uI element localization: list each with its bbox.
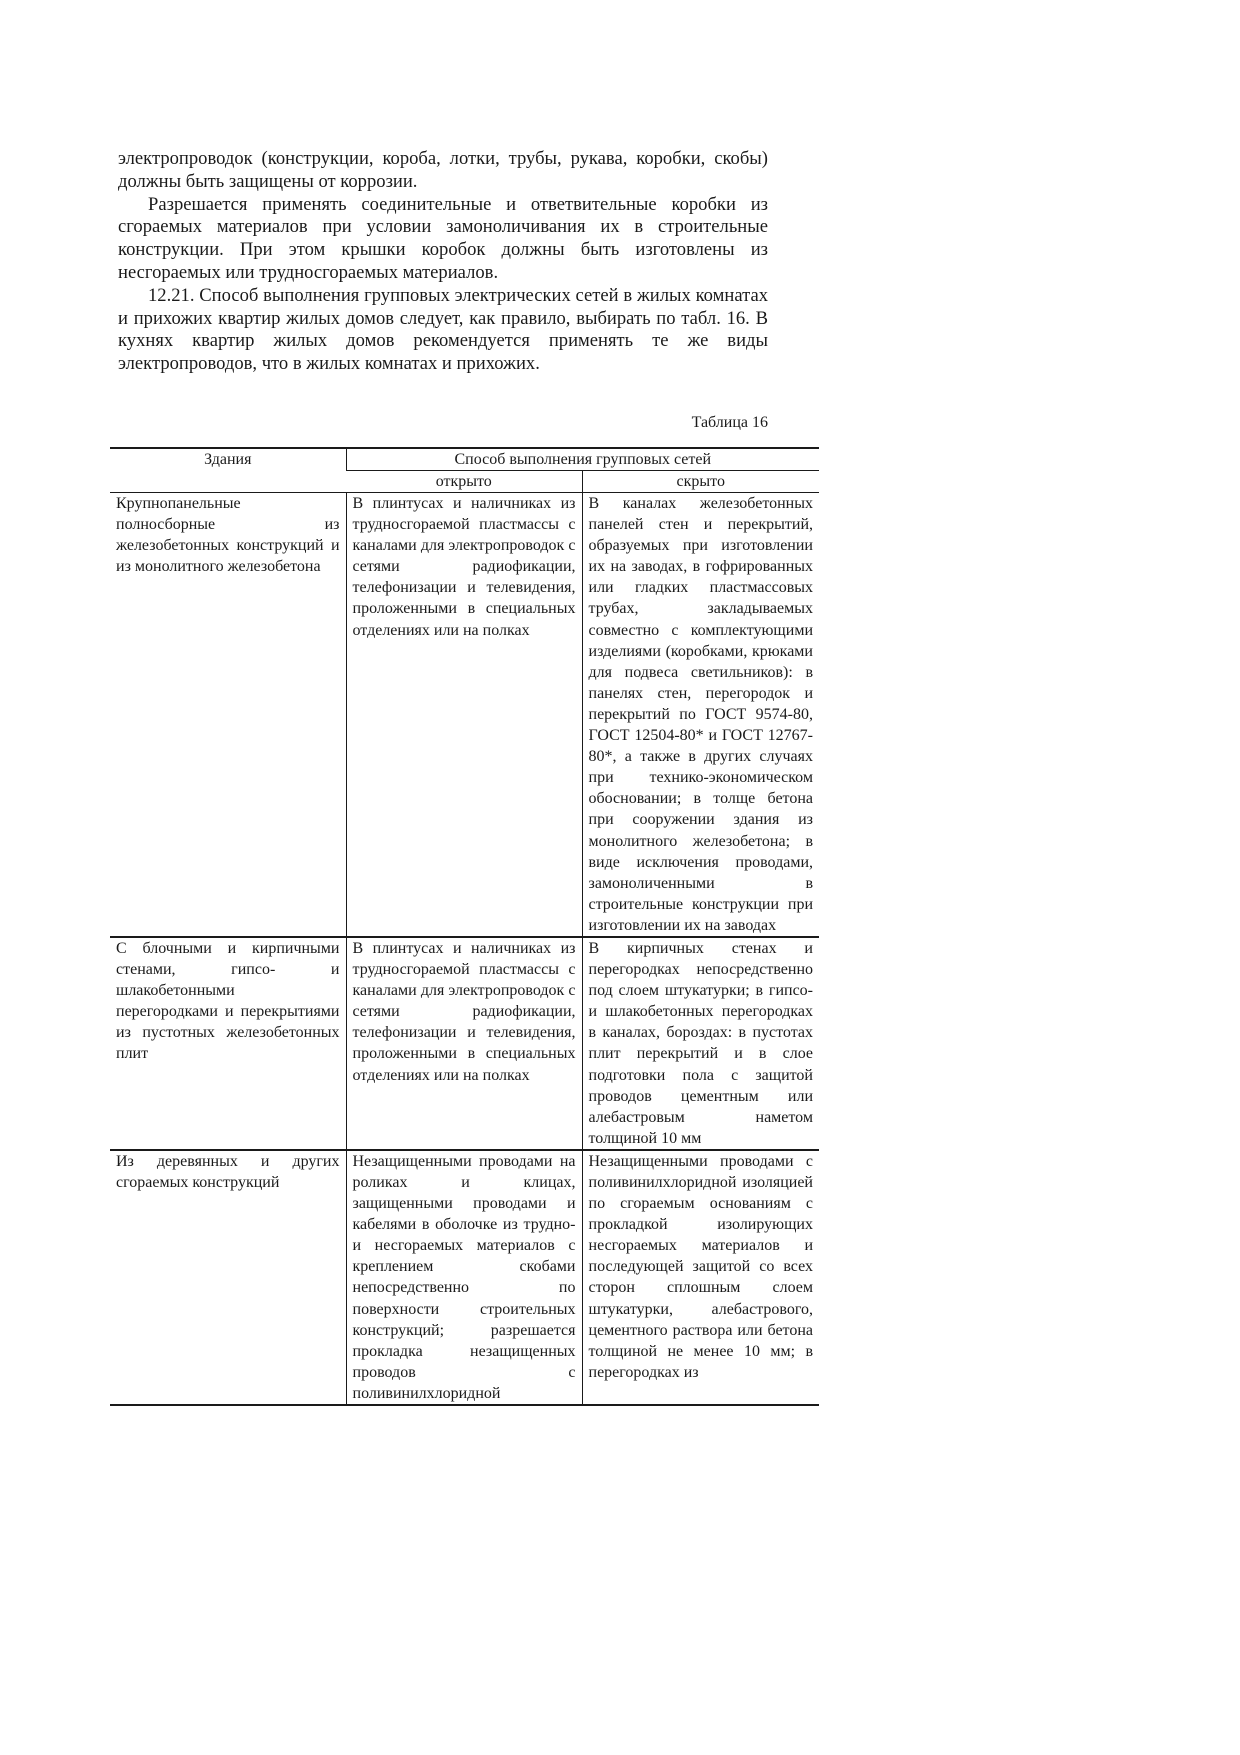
cell-building: Из деревянных и других сгораемых конструкций [110, 1150, 346, 1405]
cell-hidden: В кирпичных стенах и перегородках непосредственно под слоем штукатурки; в гипсо- и шлакобетонных перегородках в каналах, бороздах: в пустотах плит перекрытий и в слое подготовки пола с защитой проводов цементным или алебастровым наметом толщиной 10 мм [582, 937, 819, 1150]
body-text [118, 148, 768, 376]
table-row [110, 937, 819, 1150]
paragraph-junction-boxes: Разрешается применять соединительные и ответвительные коробки из сгораемых материалов при условии замоноличивания их в строительные конструкции. При этом крышки коробок должны быть изготовлены из несгораемых или трудносгораемых материалов. [118, 193, 768, 283]
header-buildings: Здания [110, 448, 346, 493]
table-header-row [110, 448, 819, 471]
table-row [110, 1150, 819, 1405]
cell-hidden: Незащищенными проводами с поливинилхлоридной изоляцией по сгораемым основаниям с прокладкой изолирующих несгораемых материалов и последующей защитой со всех сторон сплошным слоем штукатурки, алебастрового, цементного раствора или бетона толщиной не менее 10 мм; в перегородках из [582, 1150, 819, 1405]
cell-building: Крупнопанельные полносборные из железобетонных конструкций и из монолитного железобетона [110, 493, 346, 937]
cell-building: С блочными и кирпичными стенами, гипсо- и шлакобетонными перегородками и перекрытиями из пустотных железобетонных плит [110, 937, 346, 1150]
header-method: Способ выполнения групповых сетей [346, 448, 819, 471]
paragraph-12-21: 12.21. Способ выполнения групповых электрических сетей в жилых комнатах и прихожих квартир жилых домов следует, как правило, выбирать по табл. 16. В кухнях квартир жилых домов рекомендуется применять те же виды электропроводов, что в жилых комнатах и прихожих. [118, 284, 768, 375]
cell-hidden: В каналах железобетонных панелей стен и перекрытий, образуемых при изготовлении их на заводах, в гофрированных или гладких пластмассовых трубах, закладываемых совместно с комплектующими изделиями (коробками, крюками для подвеса светильников): в панелях стен, перегородок и перекрытий по ГОСТ 9574-80, ГОСТ 12504-80* и ГОСТ 12767-80*, а также в других случаях при технико-экономическом обосновании; в толще бетона при сооружении здания из монолитного железобетона; в виде исключения проводами, замоноличенными в строительные конструкции при изготовлении их на заводах [582, 493, 819, 937]
table-row [110, 493, 819, 937]
cell-open: В плинтусах и наличниках из трудносгораемой пластмассы с каналами для электропроводок с сетями радиофикации, телефонизации и телевидения, проложенными в специальных отделениях или на полках [346, 937, 582, 1150]
header-hidden: скрыто [582, 471, 819, 493]
cell-open: В плинтусах и наличниках из трудносгораемой пластмассы с каналами для электропроводок с сетями радиофикации, телефонизации и телевидения, проложенными в специальных отделениях или на полках [346, 493, 582, 937]
cell-open: Незащищенными проводами на роликах и клицах, защищенными проводами и кабелями в оболочке из трудно- и несгораемых материалов с креплением скобами непосредственно по поверхности строительных конструкций; разрешается прокладка незащищенных проводов с поливинилхлоридной [346, 1150, 582, 1405]
table-caption: Таблица 16 [691, 414, 768, 431]
table-16 [110, 447, 819, 1406]
paragraph-corrosion: электропроводок (конструкции, короба, лотки, трубы, рукава, коробки, скобы) должны быть защищены от коррозии. [118, 148, 768, 192]
header-open: открыто [346, 471, 582, 493]
